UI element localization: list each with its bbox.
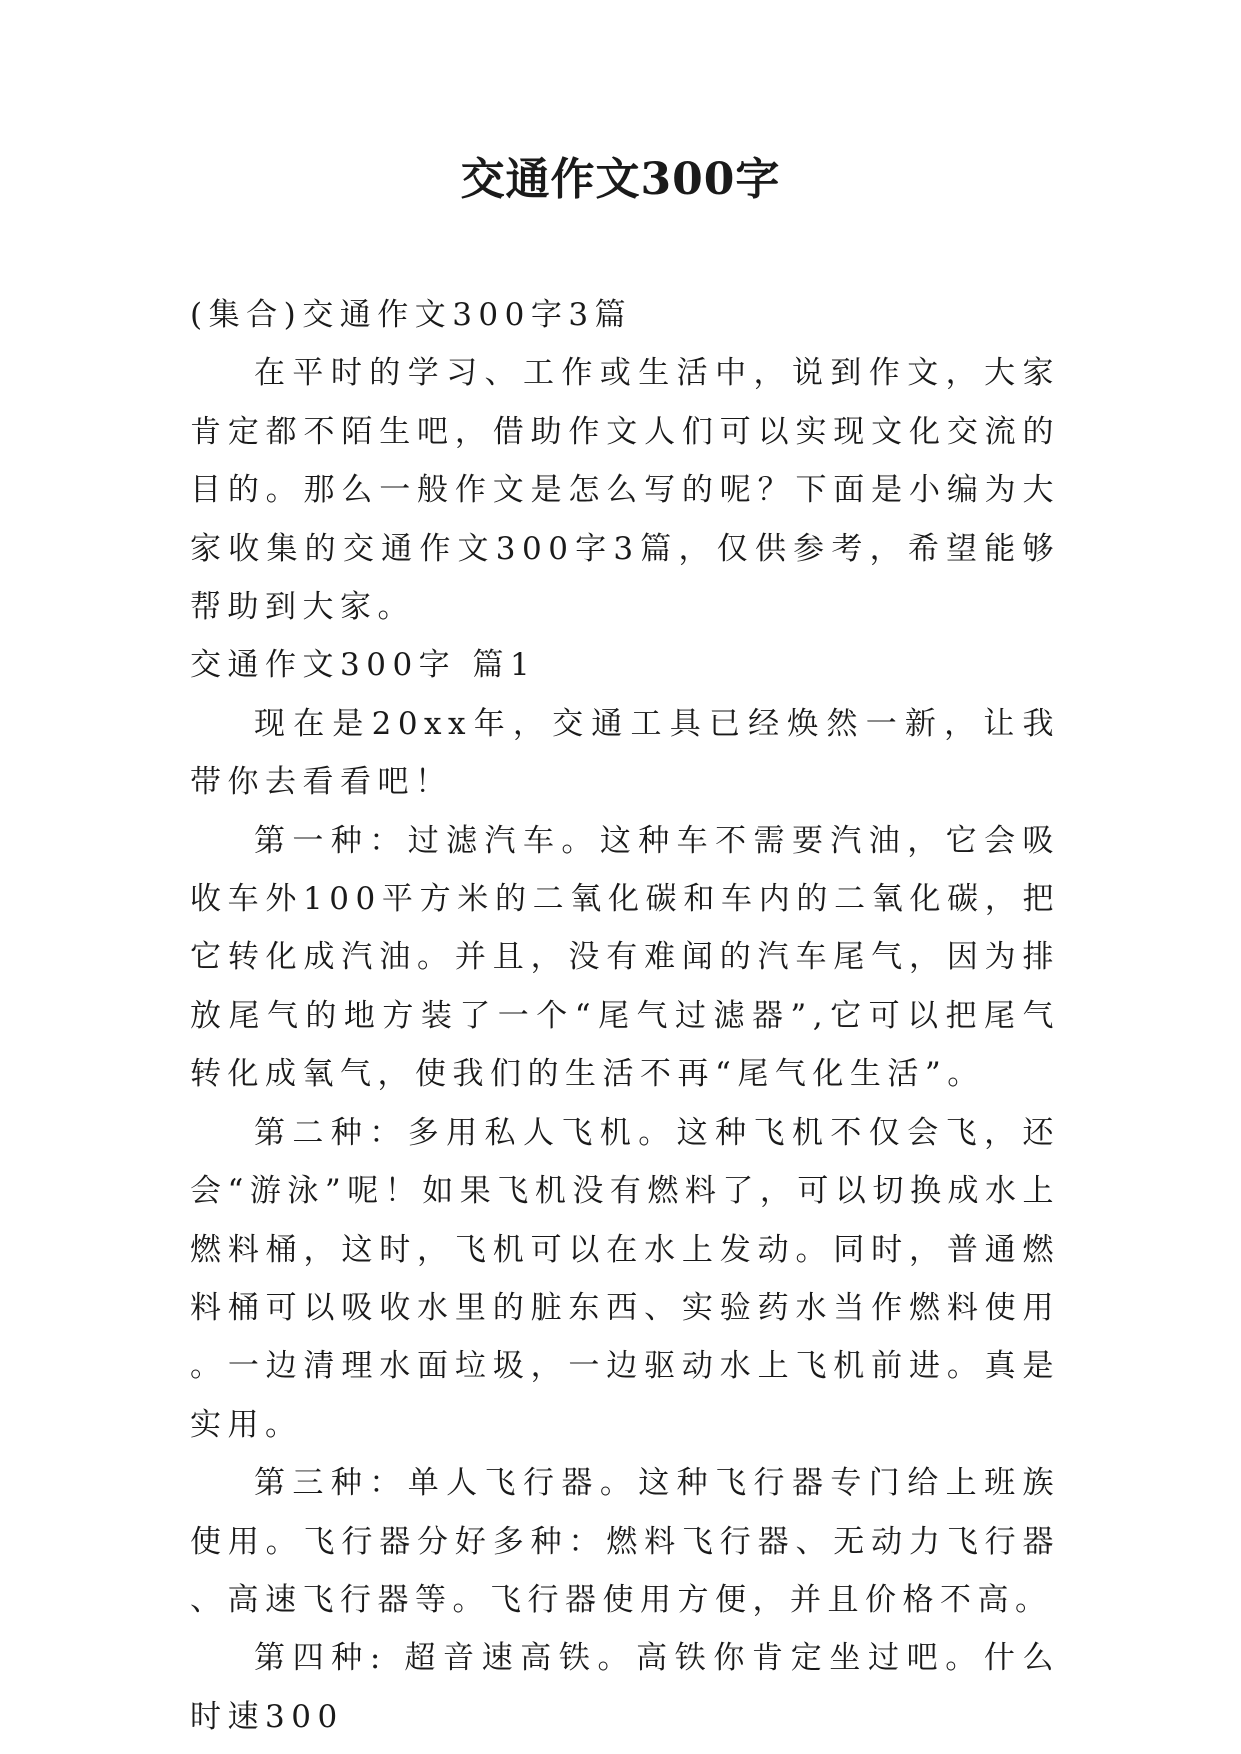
body-paragraph-5: 第四种: 超音速高铁。高铁你肯定坐过吧。什么时速300 (190, 1640, 1060, 1735)
body-paragraph-4: 第三种：单人飞行器。这种飞行器专门给上班族使用。飞行器分好多种：燃料飞行器、无动力飞行器、高速飞行器等。飞行器使用方便，并且价格不高。 (190, 1465, 1060, 1618)
essay-heading: 交通作文300字 篇1 (190, 647, 537, 684)
document-title: 交通作文300字 (460, 154, 781, 205)
body-paragraph-2: 第一种：过滤汽车。这种车不需要汽油，它会吸收车外100平方米的二氧化碳和车内的二氧化碳，把它转化成汽油。并且，没有难闻的汽车尾气，因为排放尾气的地方装了一个“尾气过滤器”,它可以把尾气转化成氧气，使我们的生活不再“尾气化生活”。 (190, 822, 1060, 1093)
intro-paragraph: 在平时的学习、工作或生活中，说到作文，大家肯定都不陌生吧，借助作文人们可以实现文化交流的目的。那么一般作文是怎么写的呢？下面是小编为大家收集的交通作文300字3篇，仅供参考，希望能够帮助到大家。 (190, 355, 1060, 626)
body-paragraph-1: 现在是20xx年，交通工具已经焕然一新，让我带你去看看吧！ (190, 705, 1060, 801)
document-body (190, 286, 1060, 1746)
document-subtitle: (集合)交通作文300字3篇 (190, 297, 633, 333)
body-paragraph-3: 第二种：多用私人飞机。这种飞机不仅会飞，还会“游泳”呢！如果飞机没有燃料了，可以切换成水上燃料桶，这时，飞机可以在水上发动。同时，普通燃料桶可以吸收水里的脏东西、实验药水当作燃料使用。一边清理水面垃圾，一边驱动水上飞机前进。真是实用。 (190, 1114, 1060, 1443)
